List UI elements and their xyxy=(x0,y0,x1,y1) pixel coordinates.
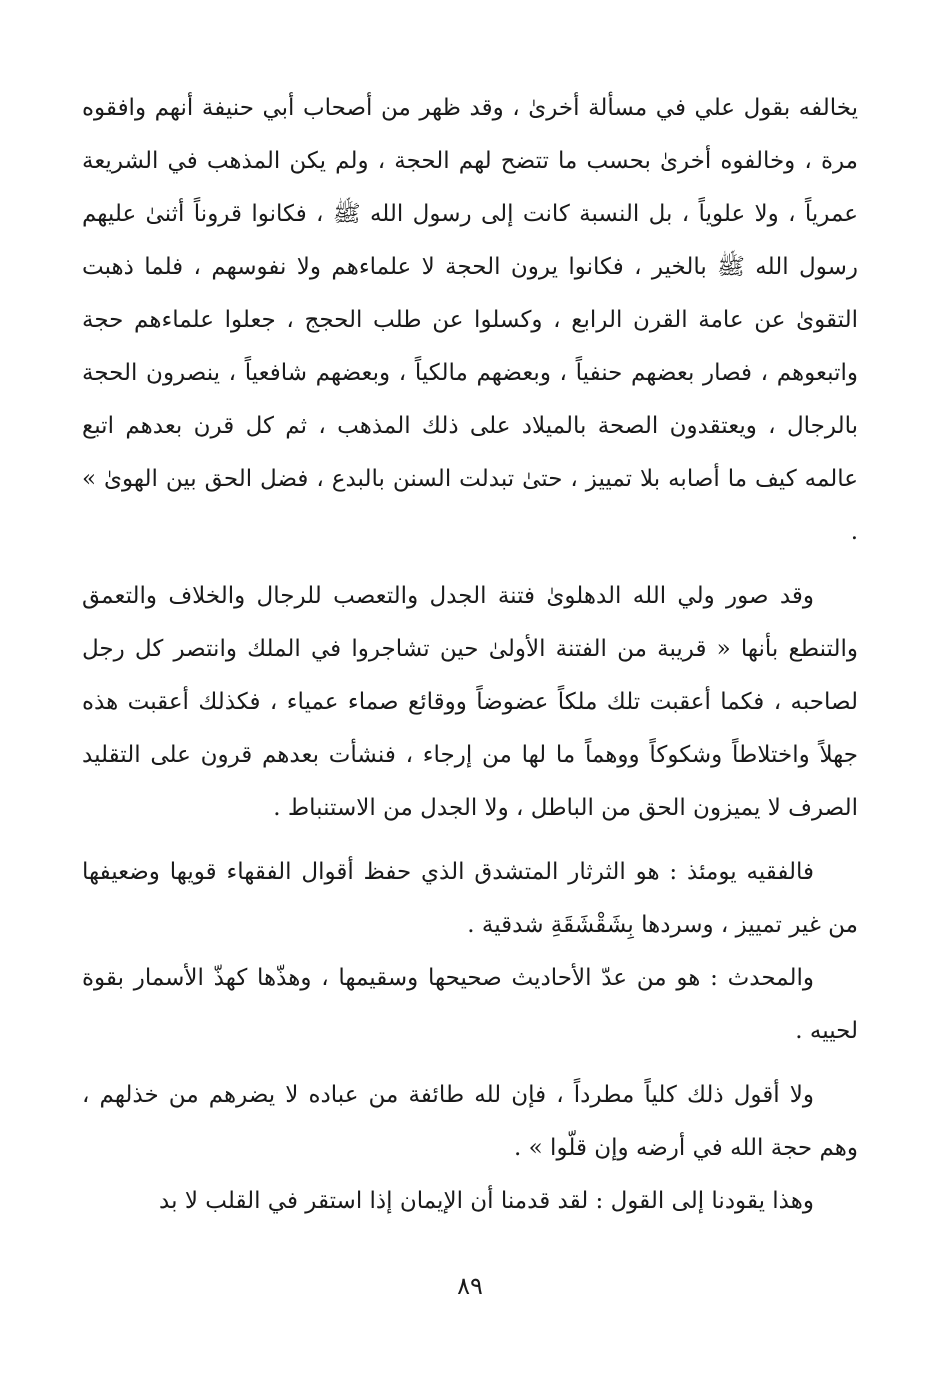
paragraph-4: والمحدث : هو من عدّ الأحاديث صحيحها وسقيمها ، وهذّها كهذّ الأسمار بقوة لحييه . xyxy=(82,965,858,1044)
body-text xyxy=(82,82,858,1228)
paragraph-2: وقد صور ولي الله الدهلوىٰ فتنة الجدل والتعصب للرجال والخلاف والتعمق والتنطع بأنها « قريبة من الفتنة الأولىٰ حين تشاجروا في الملك وانتصر كل رجل لصاحبه ، فكما أعقبت تلك ملكاً عضوضاً ووقائع صماء عمياء ، فكذلك أعقبت هذه جهلاً واختلاطاً وشكوكاً ووهماً ما لها من إرجاء ، فنشأت بعدهم قرون على التقليد الصرف لا يميزون الحق من الباطل ، ولا الجدل من الاستنباط . xyxy=(82,583,858,821)
paragraph-1: يخالفه بقول علي في مسألة أخرىٰ ، وقد ظهر من أصحاب أبي حنيفة أنهم وافقوه مرة ، وخالفوه أخرىٰ بحسب ما تتضح لهم الحجة ، ولم يكن المذهب في الشريعة عمرياً ، ولا علوياً ، بل النسبة كانت إلى رسول الله ﷺ ، فكانوا قروناً أثنىٰ عليهم رسول الله ﷺ بالخير ، فكانوا يرون الحجة لا علماءهم ولا نفوسهم ، فلما ذهبت التقوىٰ عن عامة القرن الرابع ، وكسلوا عن طلب الحجج ، جعلوا علماءهم حجة واتبعوهم ، فصار بعضهم حنفياً ، وبعضهم مالكياً ، وبعضهم شافعياً ، ينصرون الحجة بالرجال ، ويعتقدون الصحة بالميلاد على ذلك المذهب ، ثم كل قرن بعدهم اتبع عالمه كيف ما أصابه بلا تمييز ، حتىٰ تبدلت السنن بالبدع ، فضل الحق بين الهوىٰ » . xyxy=(82,95,858,545)
paragraph-3: فالفقيه يومئذ : هو الثرثار المتشدق الذي حفظ أقوال الفقهاء قويها وضعيفها من غير تمييز ، وسردها بِشَقْشَقَةِ شدقية . xyxy=(82,859,858,938)
paragraph-5: ولا أقول ذلك كلياً مطرداً ، فإن لله طائفة من عباده لا يضرهم من خذلهم ، وهم حجة الله في أرضه وإن قلّوا » . xyxy=(82,1082,858,1161)
paragraph-6: وهذا يقودنا إلى القول : لقد قدمنا أن الإيمان إذا استقر في القلب لا بد xyxy=(159,1188,814,1214)
page-number: ٨٩ xyxy=(457,1272,483,1300)
